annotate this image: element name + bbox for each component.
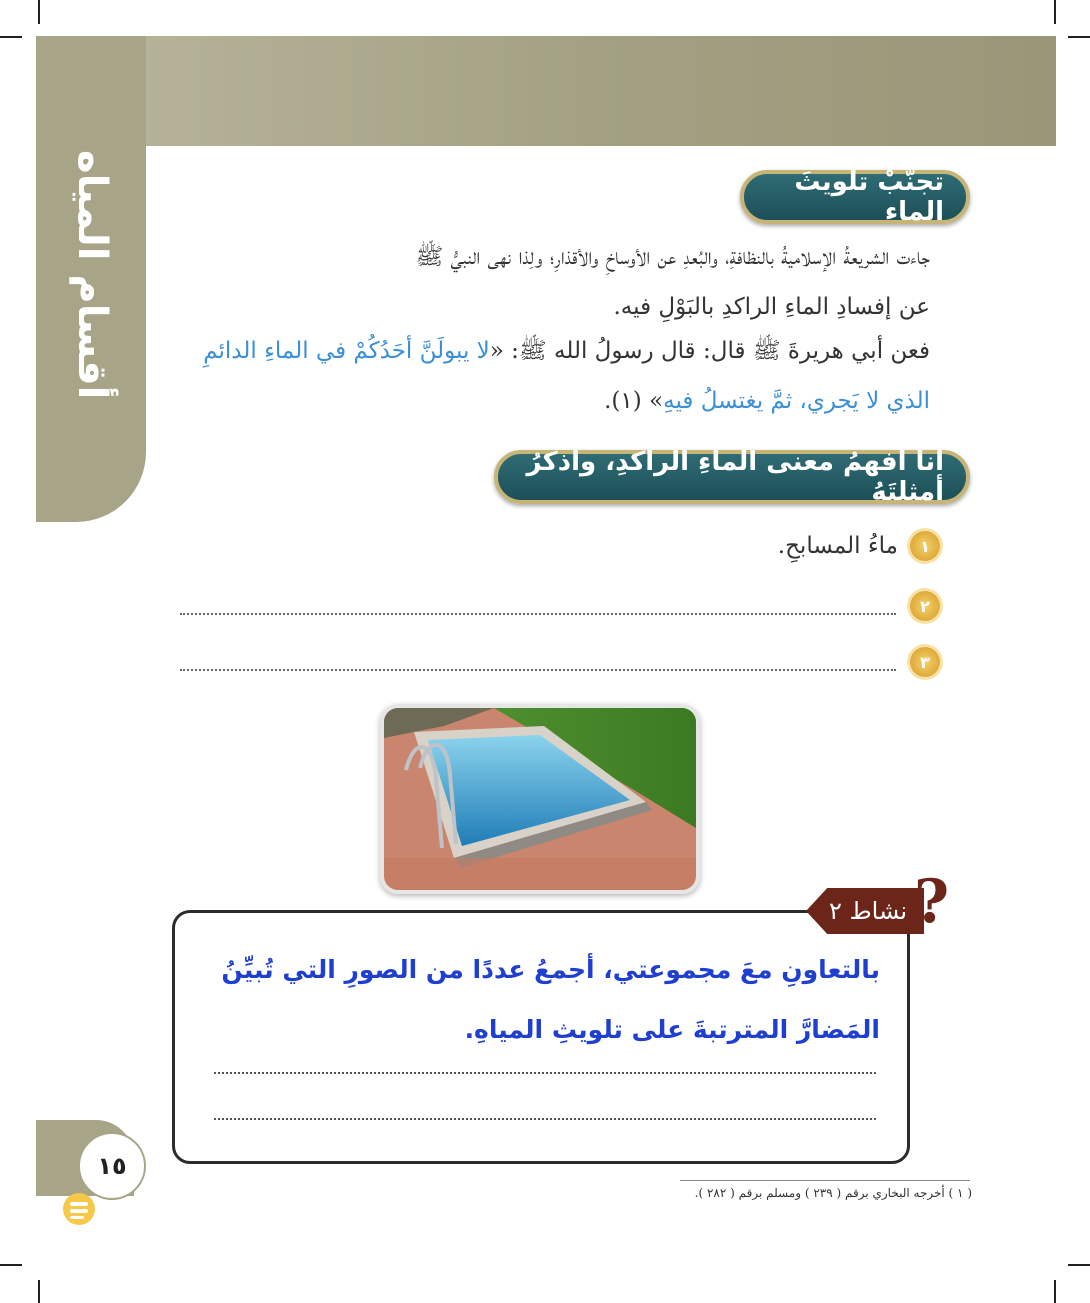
crop-mark <box>38 0 40 24</box>
list-item[interactable] <box>180 586 940 626</box>
crop-mark <box>1054 0 1056 24</box>
section-header-avoid-pollution <box>740 167 970 227</box>
paragraph-line: جاءت الشريعةُ الإسلاميةُ بالنظافةِ، والبُعدِ عن الأوساخِ والأقذارِ؛ ولِذا نهى النبيُّ ﷺ <box>415 244 930 270</box>
number-badge: ٣ <box>910 647 940 677</box>
section-title: أنا أفهمُ معنى الماءِ الراكدِ، وأذكرُ أمثلتَهُ <box>526 447 944 507</box>
answer-line[interactable] <box>180 597 896 615</box>
answer-line[interactable] <box>214 1118 876 1120</box>
question-mark-icon: ? <box>914 867 950 937</box>
activity-instruction: بالتعاونِ معَ مجموعتي، أجمعُ عددًا من الصورِ التي تُبيِّنُ المَضارَّ المترتبةَ على تلويثِ المياهِ. <box>221 955 880 1044</box>
hadith-paragraph <box>150 326 930 426</box>
paragraph-line: عن إفسادِ الماءِ الراكدِ بالبَوْلِ فيه. <box>613 294 930 320</box>
crop-mark <box>1068 36 1090 38</box>
hadith-text: لا يبولَنَّ أحَدُكُمْ في الماءِ الدائمِ <box>203 338 490 364</box>
number-badge: ١ <box>910 531 940 561</box>
item-text: ماءُ المسابحِ. <box>777 533 898 559</box>
swimming-pool-photo <box>380 704 700 894</box>
section-header-stagnant-water <box>494 447 970 507</box>
crop-mark <box>0 36 22 38</box>
publisher-logo-icon <box>62 1190 96 1226</box>
footnote: ( ١ ) أخرجه البخاري برقم ( ٢٣٩ ) ومسلم برقم ( ٢٨٢ ). <box>694 1186 972 1200</box>
hadith-text: الذي لا يَجري، ثمَّ يغتسلُ فيهِ <box>663 388 930 414</box>
hadith-line <box>150 326 930 376</box>
hadith-close: » (١). <box>604 388 664 414</box>
hadith-line <box>150 376 930 426</box>
crop-mark <box>1054 1280 1056 1303</box>
hadith-intro: فعن أبي هريرةَ ﷺ قال: قال رسولُ الله ﷺ: « <box>489 338 930 364</box>
crop-mark <box>38 1280 40 1303</box>
crop-mark <box>0 1264 22 1266</box>
number-badge: ٢ <box>910 591 940 621</box>
answer-line[interactable] <box>180 653 896 671</box>
footnote-divider <box>680 1180 970 1181</box>
answer-line[interactable] <box>214 1072 876 1074</box>
page-number: ١٥ <box>80 1134 144 1198</box>
chapter-title: أقسام المياه <box>69 150 115 400</box>
pool-illustration <box>384 708 696 890</box>
activity-label: نشاط ٢ <box>828 897 908 925</box>
list-item <box>180 526 940 566</box>
section-title: تجنُّبْ تلويثَ الماء <box>794 167 944 227</box>
intro-paragraph <box>150 232 930 332</box>
top-decorative-band <box>36 36 1056 146</box>
list-item[interactable] <box>180 642 940 682</box>
crop-mark <box>1068 1264 1090 1266</box>
